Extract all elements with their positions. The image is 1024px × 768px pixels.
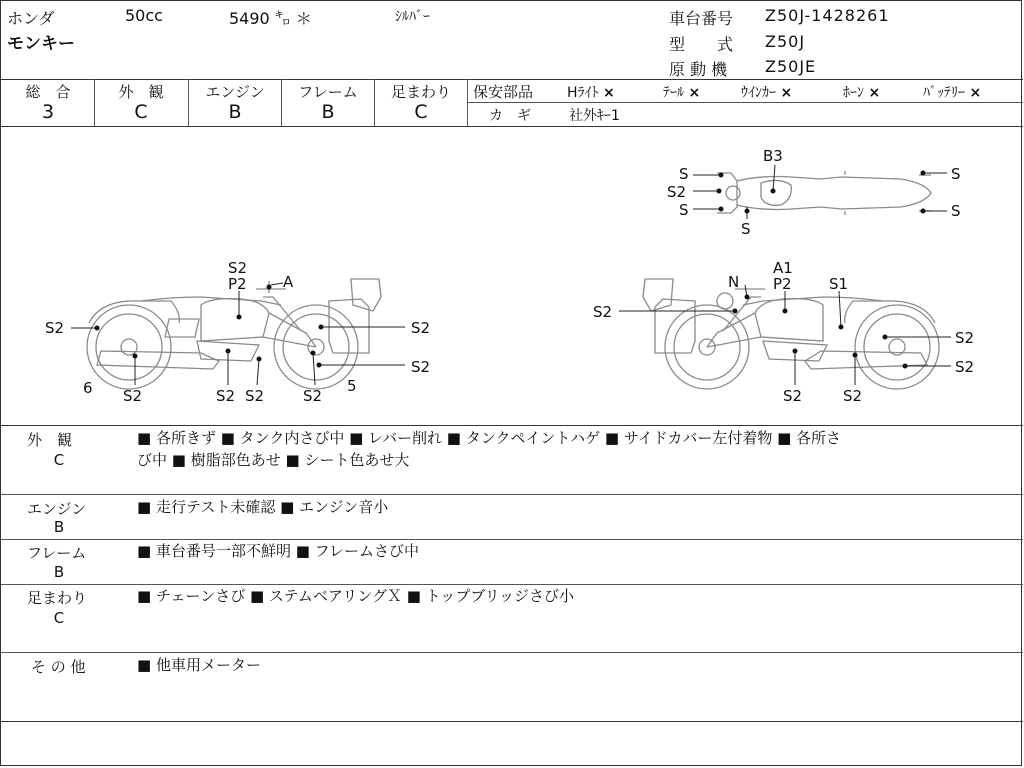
suspension-grade-label: 足まわり: [390, 83, 451, 101]
divider: [1, 425, 1023, 426]
safety-item-headlight: Hﾗｲﾄ ×: [567, 85, 615, 101]
safety-parts-title: 保安部品: [473, 83, 534, 101]
notes-exterior-grade: C: [53, 451, 65, 469]
overall-grade-value: 3: [41, 101, 55, 123]
notes-exterior-category: 外 観: [27, 431, 73, 449]
label-s2: S2: [783, 387, 803, 405]
frame-number-value: Z50J-1428261: [765, 6, 890, 25]
label-6: 6: [83, 379, 93, 397]
label-s2: S2: [667, 183, 687, 201]
engine-model-value: Z50JE: [765, 57, 817, 76]
key-value: 社外ｷｰ1: [569, 108, 620, 124]
left-side-motorcycle-drawing: [87, 279, 381, 389]
notes-suspension-category: 足まわり: [27, 589, 88, 607]
engine-model-label: 原 動 機: [669, 60, 728, 79]
label-s: S: [951, 202, 961, 220]
maker-name: ホンダ: [7, 9, 55, 28]
safety-item-horn: ﾎｰﾝ ×: [843, 85, 881, 101]
label-b3: B3: [763, 147, 783, 165]
exterior-grade-label: 外 観: [118, 83, 164, 101]
divider: [1, 721, 1023, 722]
safety-item-winker: ｳｲﾝｶｰ ×: [741, 85, 793, 101]
label-p2: P2: [228, 275, 247, 293]
safety-item-battery: ﾊﾞｯﾃﾘｰ ×: [923, 85, 982, 101]
right-side-motorcycle-drawing: [643, 279, 939, 389]
label-5: 5: [347, 377, 357, 395]
label-s2: S2: [411, 319, 431, 337]
model-type-value: Z50J: [765, 32, 806, 51]
notes-engine-category: エンジン: [27, 500, 87, 518]
notes-frame-category: フレーム: [27, 544, 87, 562]
notes-engine-grade: B: [53, 518, 65, 536]
label-s2: S2: [45, 319, 65, 337]
exterior-grade-value: C: [134, 101, 148, 123]
label-s: S: [679, 201, 689, 219]
engine-grade-label: エンジン: [205, 83, 265, 101]
top-view-labels: [667, 147, 961, 238]
divider: [1, 494, 1023, 495]
label-s1: S1: [829, 275, 849, 293]
safety-item-taillight: ﾃｰﾙ ×: [663, 85, 701, 101]
engine-grade-value: B: [228, 101, 242, 123]
label-s: S: [741, 220, 751, 238]
label-s: S: [679, 165, 689, 183]
frame-number-label: 車台番号: [669, 9, 734, 28]
notes-other-category: そ の 他: [31, 658, 86, 676]
frame-grade-value: B: [321, 101, 335, 123]
notes-frame-line1: ■ 車台番号一部不鮮明 ■ フレームさび中: [137, 542, 420, 560]
notes-suspension-line1: ■ チェーンさび ■ ステムベアリングＸ ■ トップブリッジさび小: [137, 587, 575, 605]
label-a: A: [283, 273, 294, 291]
label-s2: S2: [955, 358, 975, 376]
top-view-motorcycle-drawing: [717, 171, 931, 215]
label-s2: S2: [123, 387, 143, 405]
label-s2: S2: [216, 387, 236, 405]
divider: [467, 102, 1023, 103]
right-side-labels: [593, 259, 974, 405]
label-s2: S2: [955, 329, 975, 347]
label-s2: S2: [303, 387, 323, 405]
model-type-label: 型 式: [669, 35, 734, 54]
label-s2: S2: [843, 387, 863, 405]
notes-frame-grade: B: [53, 563, 65, 581]
damage-diagram: [1, 127, 1023, 425]
notes-other-line1: ■ 他車用メーター: [137, 656, 261, 674]
label-a1: A1: [773, 259, 793, 277]
label-s: S: [951, 165, 961, 183]
notes-engine-line1: ■ 走行テスト未確認 ■ エンジン音小: [137, 498, 389, 516]
displacement: 50cc: [125, 6, 163, 25]
label-p2: P2: [773, 275, 792, 293]
label-s2: S2: [245, 387, 265, 405]
color-name: ｼﾙﾊﾞｰ: [395, 9, 430, 25]
label-s2: S2: [228, 259, 248, 277]
notes-suspension-grade: C: [53, 609, 65, 627]
divider: [1, 79, 1023, 80]
label-s2: S2: [411, 358, 431, 376]
frame-grade-label: フレーム: [298, 83, 358, 101]
model-name: モンキー: [7, 34, 75, 54]
left-side-labels: [45, 259, 430, 405]
notes-exterior-line2: び中 ■ 樹脂部色あせ ■ シート色あせ大: [137, 451, 410, 469]
suspension-grade-value: C: [414, 101, 428, 123]
mileage: 5490 ㌔ ＊: [229, 9, 312, 28]
divider: [467, 79, 468, 126]
notes-exterior-line1: ■ 各所きず ■ タンク内さび中 ■ レバー削れ ■ タンクペイントハゲ ■ サイドカバー左付着物 ■ 各所さ: [137, 429, 842, 447]
overall-grade-label: 総 合: [25, 83, 71, 101]
label-n: N: [728, 273, 740, 291]
divider: [1, 652, 1023, 653]
label-s2: S2: [593, 303, 613, 321]
key-label: カ ギ: [489, 108, 531, 124]
